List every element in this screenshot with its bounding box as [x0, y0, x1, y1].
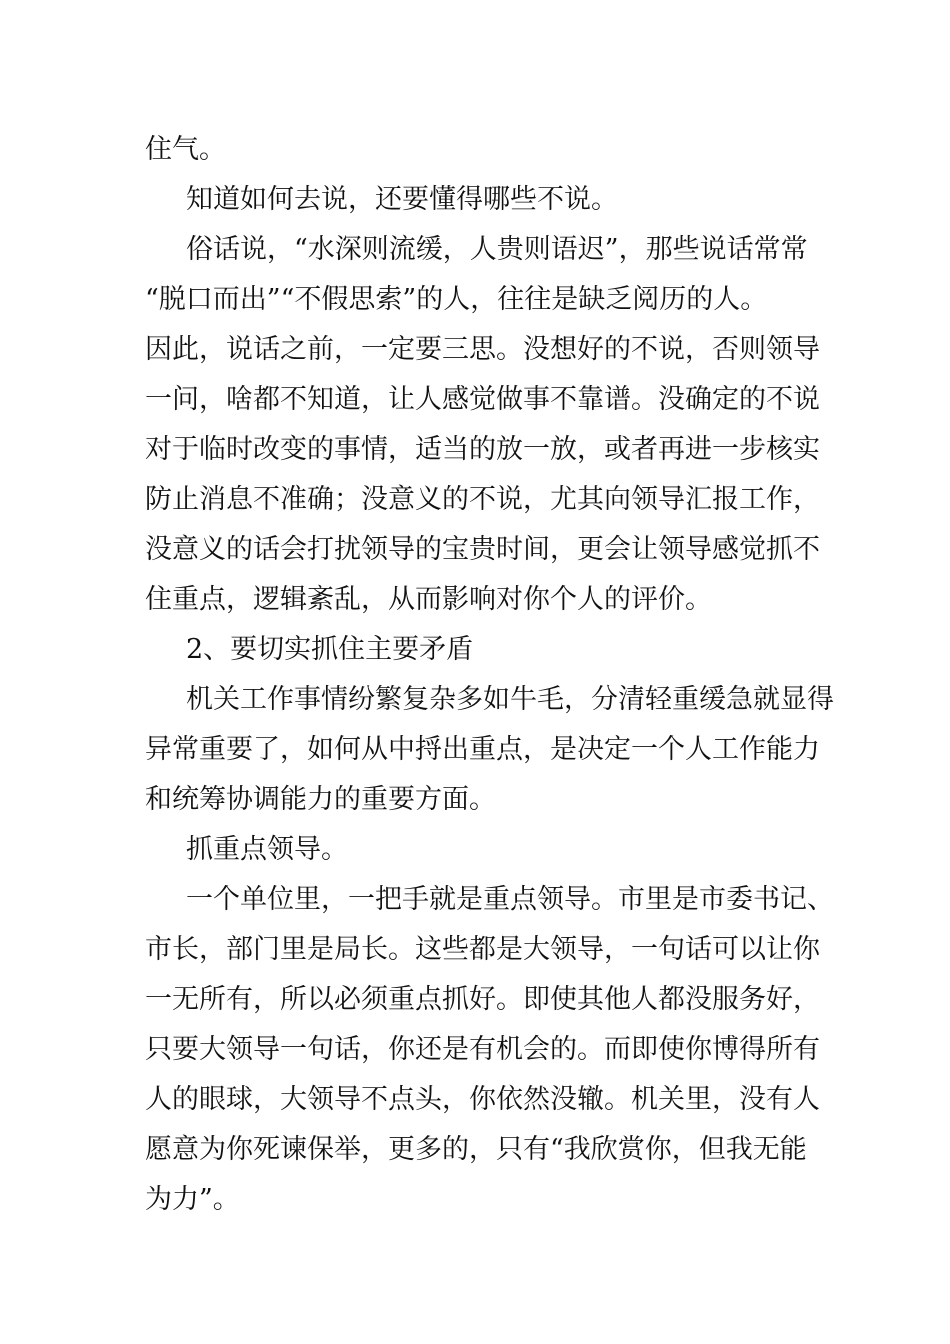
- text-line: 对于临时改变的事情，适当的放一放，或者再进一步核实: [145, 434, 820, 465]
- paragraph-first-line: 俗话说，“水深则流缓，人贵则语迟”，那些说话常常: [186, 234, 808, 265]
- section-heading: 2、要切实抓住主要矛盾: [186, 634, 474, 665]
- text-line: 为力”。: [145, 1184, 240, 1215]
- paragraph-first-line: 抓重点领导。: [186, 834, 348, 865]
- text-line: 市长，部门里是局长。这些都是大领导，一句话可以让你: [145, 934, 820, 965]
- text-line: 和统筹协调能力的重要方面。: [145, 784, 496, 815]
- paragraph-first-line: 知道如何去说，还要懂得哪些不说。: [186, 184, 618, 215]
- text-line: 人的眼球，大领导不点头，你依然没辙。机关里，没有人: [145, 1084, 820, 1115]
- paragraph-first-line: 机关工作事情纷繁复杂多如牛毛，分清轻重缓急就显得: [186, 684, 834, 715]
- text-line: 因此，说话之前，一定要三思。没想好的不说，否则领导: [145, 334, 820, 365]
- paragraph-first-line: 一个单位里，一把手就是重点领导。市里是市委书记、: [186, 884, 834, 915]
- text-line: 只要大领导一句话，你还是有机会的。而即使你博得所有: [145, 1034, 820, 1065]
- text-line: 住重点，逻辑紊乱，从而影响对你个人的评价。: [145, 584, 712, 615]
- text-line: 防止消息不准确；没意义的不说，尤其向领导汇报工作，: [145, 484, 820, 515]
- text-line: 愿意为你死谏保举，更多的，只有“我欣赏你，但我无能: [145, 1134, 807, 1165]
- text-line: 没意义的话会打扰领导的宝贵时间，更会让领导感觉抓不: [145, 534, 820, 565]
- text-line: 住气。: [145, 134, 226, 165]
- text-line: “脱口而出”“不假思索”的人，往往是缺乏阅历的人。: [145, 284, 768, 315]
- text-line: 一无所有，所以必须重点抓好。即使其他人都没服务好，: [145, 984, 820, 1015]
- text-line: 异常重要了，如何从中捋出重点，是决定一个人工作能力: [145, 734, 820, 765]
- text-line: 一问，啥都不知道，让人感觉做事不靠谱。没确定的不说: [145, 384, 820, 415]
